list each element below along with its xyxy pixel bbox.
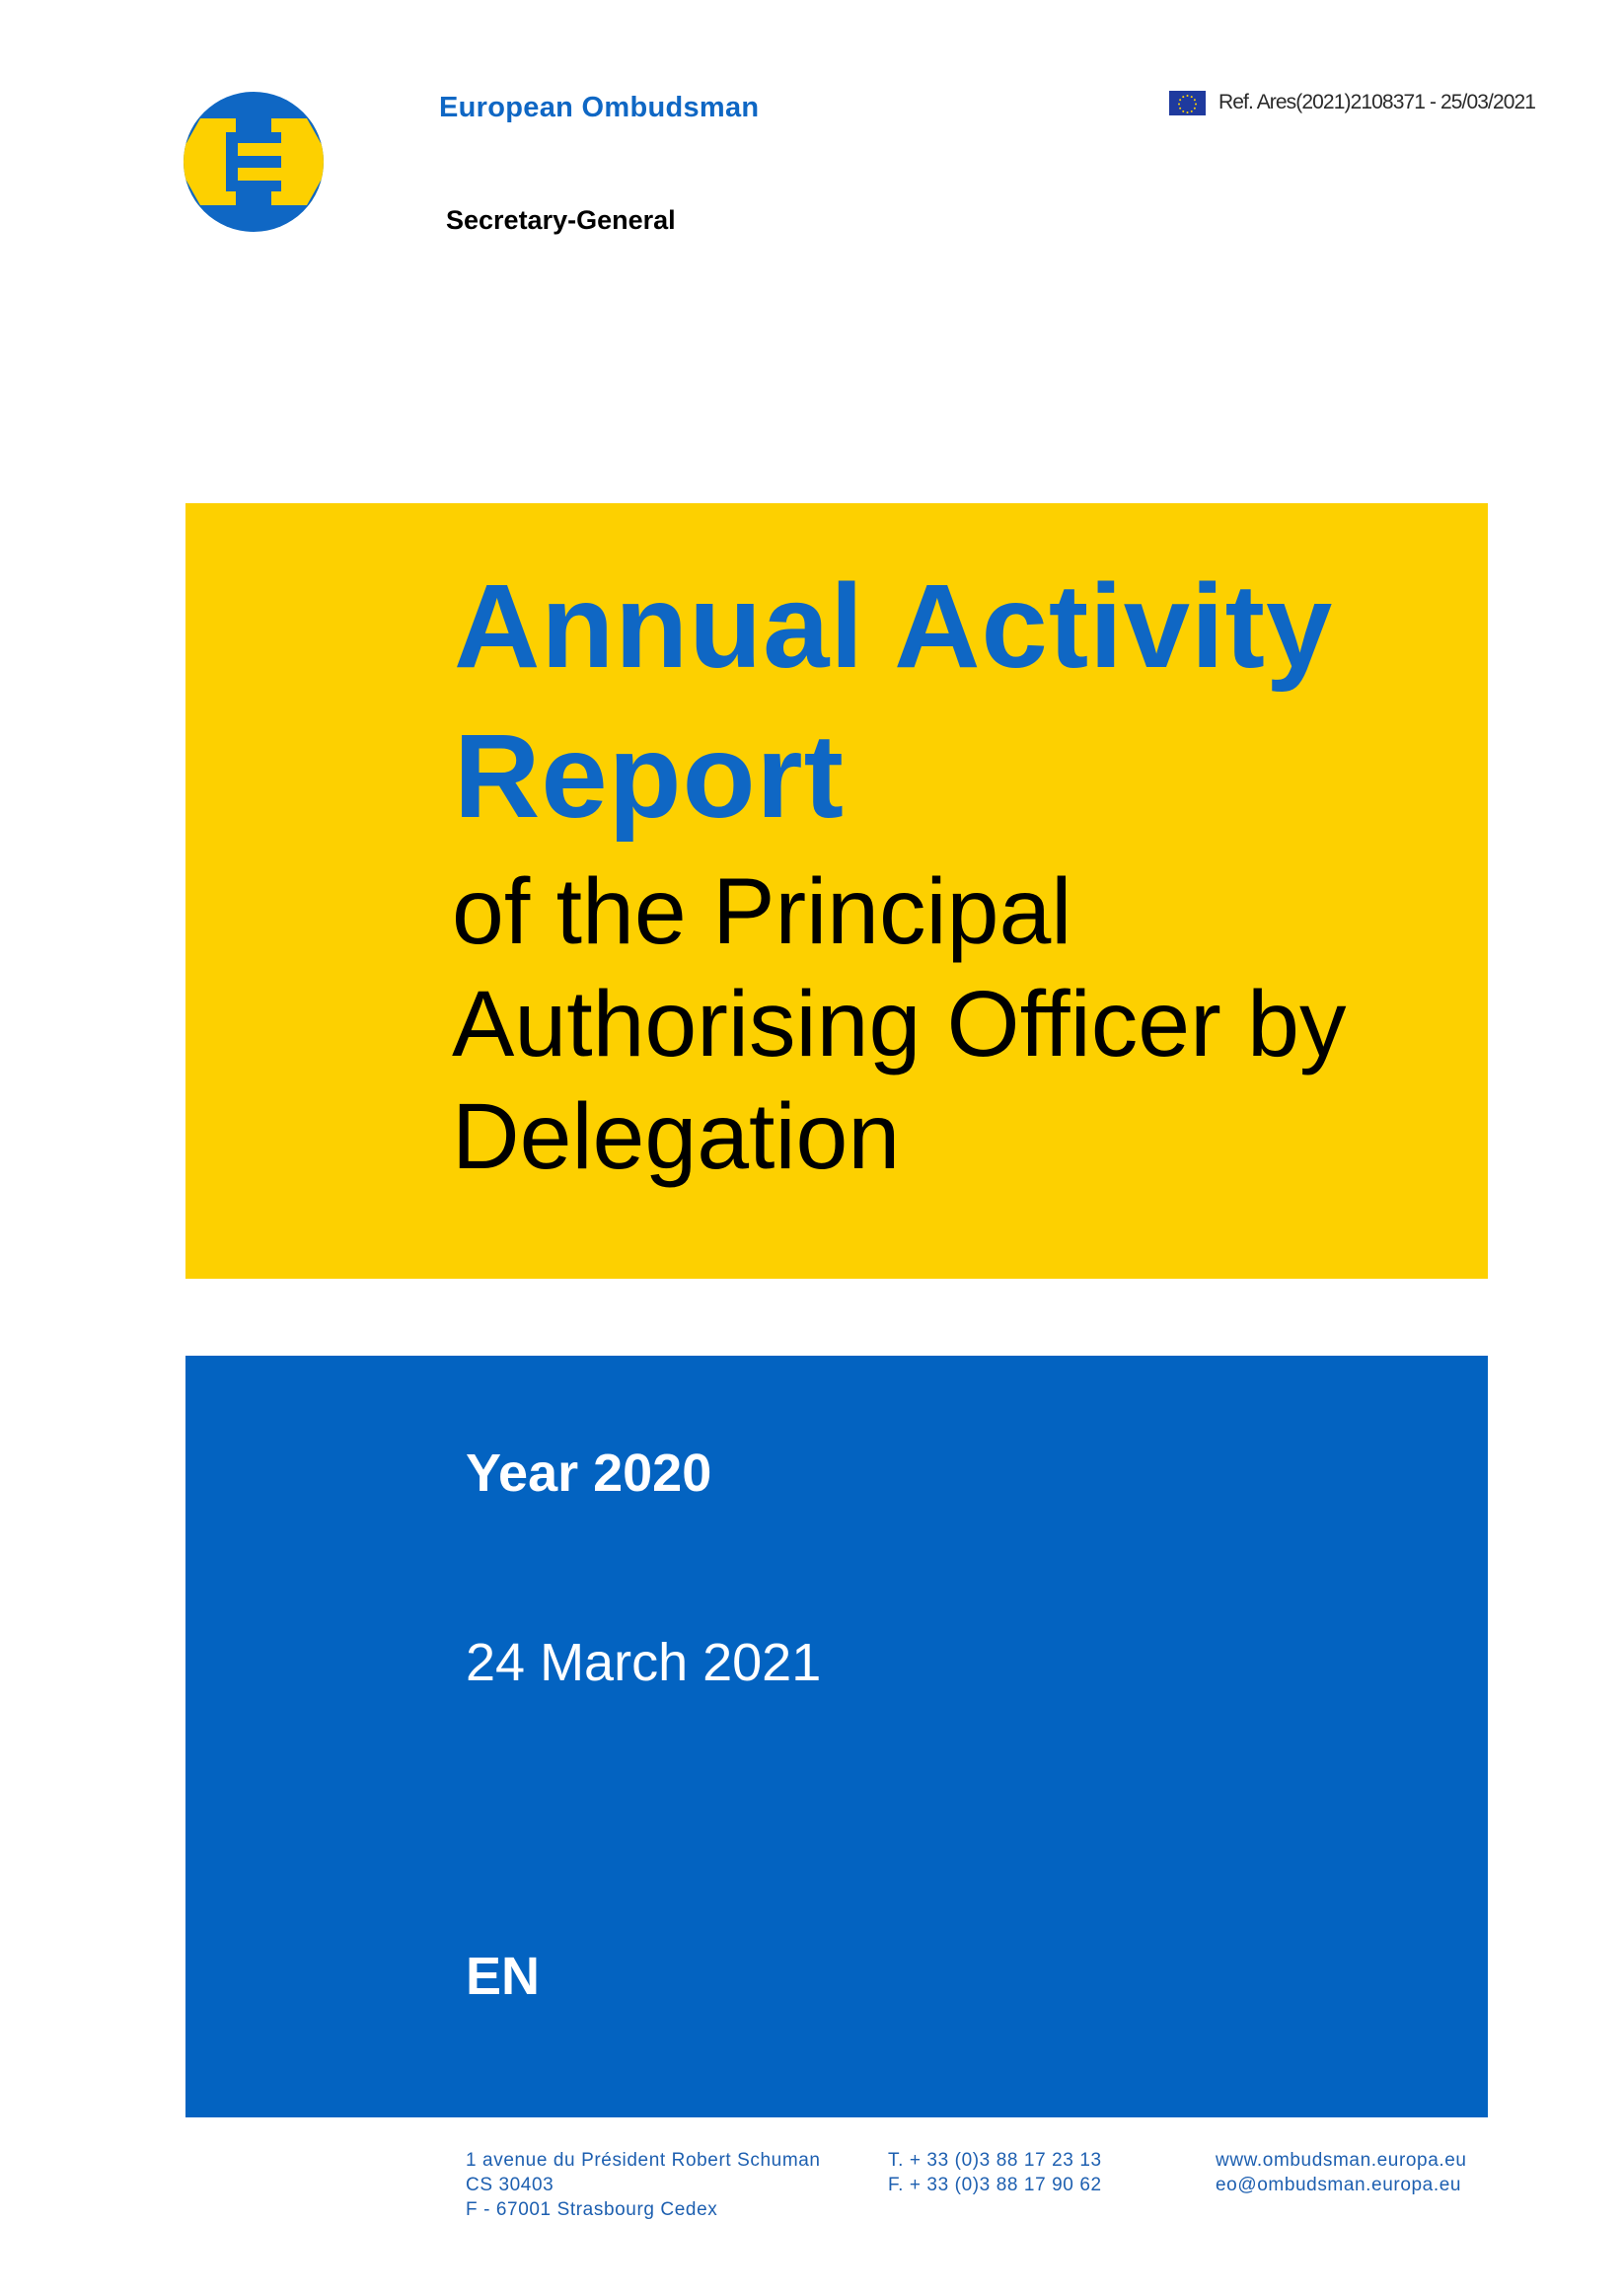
title-panel bbox=[185, 503, 1488, 1279]
language-code: EN bbox=[466, 1947, 541, 2006]
footer-address-line: CS 30403 bbox=[466, 2175, 554, 2195]
footer-email-link[interactable]: eo@ombudsman.europa.eu bbox=[1216, 2175, 1462, 2195]
report-title-line-1: Annual Activity bbox=[454, 558, 1334, 693]
footer-address-line: 1 avenue du Président Robert Schuman bbox=[466, 2150, 821, 2171]
report-date: 24 March 2021 bbox=[466, 1633, 822, 1692]
footer-contact-numbers bbox=[888, 2148, 1102, 2197]
report-title-line-2: Report bbox=[454, 708, 845, 843]
footer-fax: F. + 33 (0)3 88 17 90 62 bbox=[888, 2175, 1102, 2195]
reference-number: Ref. Ares(2021)2108371 - 25/03/2021 bbox=[1218, 91, 1536, 113]
footer-address bbox=[466, 2148, 821, 2222]
department-name: Secretary-General bbox=[446, 205, 676, 235]
footer-web-contact bbox=[1216, 2148, 1467, 2197]
report-subtitle-line-3: Delegation bbox=[452, 1084, 901, 1189]
report-title bbox=[454, 551, 1480, 851]
footer-telephone: T. + 33 (0)3 88 17 23 13 bbox=[888, 2150, 1102, 2171]
european-ombudsman-logo-icon bbox=[183, 91, 325, 233]
footer-address-line: F - 67001 Strasbourg Cedex bbox=[466, 2199, 718, 2220]
report-year: Year 2020 bbox=[466, 1444, 712, 1503]
reference-stamp bbox=[1169, 88, 1535, 117]
info-panel bbox=[185, 1356, 1488, 2117]
report-subtitle-line-2: Authorising Officer by bbox=[452, 972, 1347, 1076]
eu-flag-icon bbox=[1169, 91, 1206, 115]
report-subtitle bbox=[452, 855, 1478, 1193]
report-subtitle-line-1: of the Principal bbox=[452, 859, 1072, 964]
footer-website-link[interactable]: www.ombudsman.europa.eu bbox=[1216, 2150, 1467, 2171]
organization-name: European Ombudsman bbox=[439, 92, 760, 123]
